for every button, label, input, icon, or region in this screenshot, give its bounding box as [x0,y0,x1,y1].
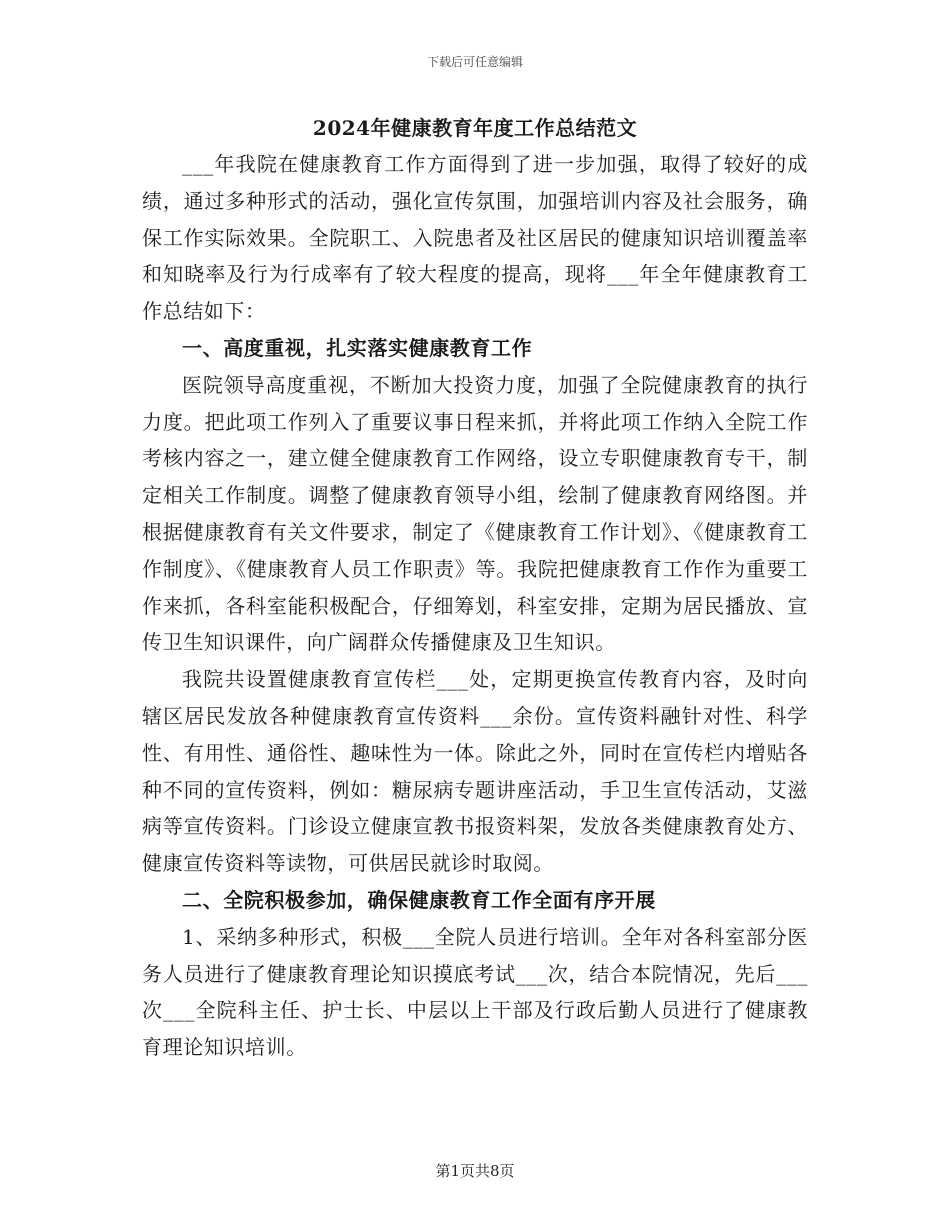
body-paragraph: ___年我院在健康教育工作方面得到了进一步加强，取得了较好的成绩，通过多种形式的活动，强化宣传氛围，加强培训内容及社会服务，确保工作实际效果。全院职工、入院患者及社区居民的健康知识培训覆盖率和知晓率及行为行成率有了较大程度的提高，现将___年全年健康教育工作总结如下： [142,152,808,324]
document-title: 2024年健康教育年度工作总结范文 [312,116,638,140]
document-content [142,146,808,1066]
body-paragraph: 1、采纳多种形式，积极___全院人员进行培训。全年对各科室部分医务人员进行了健康教育理论知识摸底考试___次，结合本院情况，先后___次___全院科主任、护士长、中层以上干部及行政后勤人员进行了健康教育理论知识培训。 [142,924,808,1060]
page-number: 第1页共8页 [435,1162,515,1180]
header-note: 下载后可任意编辑 [426,55,523,69]
body-paragraph: 我院共设置健康教育宣传栏___处，定期更换宣传教育内容，及时向辖区居民发放各种健康教育宣传资料___余份。宣传资料融针对性、科学性、有用性、通俗性、趣味性为一体。除此之外，同时在宣传栏内增贴各种不同的宣传资料，例如：糖尿病专题讲座活动，手卫生宣传活动，艾滋病等宣传资料。门诊设立健康宣教书报资料架，发放各类健康教育处方、健康宣传资料等读物，可供居民就诊时取阅。 [142,667,808,876]
section-heading: 一、高度重视，扎实落实健康教育工作 [182,335,533,360]
document-body [142,110,808,1066]
body-paragraph: 医院领导高度重视，不断加大投资力度，加强了全院健康教育的执行力度。把此项工作列入了重要议事日程来抓，并将此项工作纳入全院工作考核内容之一，建立健全健康教育工作网络，设立专职健康教育专干，制定相关工作制度。调整了健康教育领导小组，绘制了健康教育网络图。并根据健康教育有关文件要求，制定了《健康教育工作计划》、《健康教育工作制度》、《健康教育人员工作职责》等。我院把健康教育工作作为重要工作来抓，各科室能积极配合，仔细筹划，科室安排，定期为居民播放、宣传卫生知识课件，向广阔群众传播健康及卫生知识。 [142,372,808,655]
section-heading: 二、全院积极参加，确保健康教育工作全面有序开展 [182,887,656,912]
